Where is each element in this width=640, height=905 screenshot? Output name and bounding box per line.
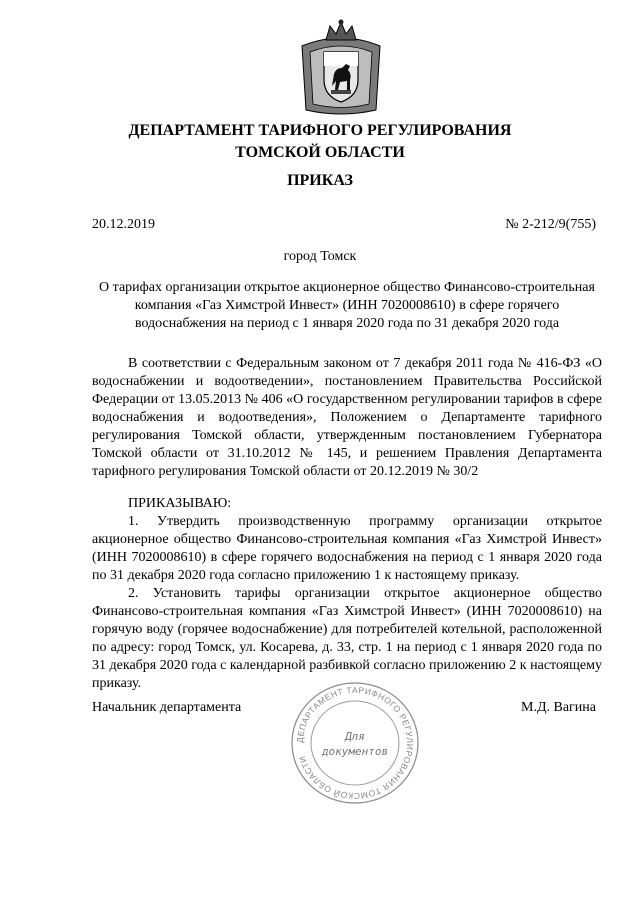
document-subject: О тарифах организации открытое акционерное общество Финансово-строительная компания «Газ Химстрой Инвест» (ИНН 7020008610) в сфере горячего водоснабжения на период с 1 января 2020 года по 31 декабря 2020 года	[99, 280, 595, 331]
org-line-2: ТОМСКОЙ ОБЛАСТИ	[235, 144, 405, 161]
svg-text:Для: Для	[345, 730, 365, 743]
order-word: ПРИКАЗЫВАЮ:	[128, 496, 232, 511]
signatory-title: Начальник департамента	[92, 700, 242, 715]
document-date: 20.12.2019	[92, 217, 155, 232]
svg-text:документов: документов	[321, 745, 389, 758]
svg-text:ДЕПАРТАМЕНТ ТАРИФНОГО РЕГУЛИРО: ДЕПАРТАМЕНТ ТАРИФНОГО РЕГУЛИРОВАНИЯ ТОМСКОЙ ОБЛАСТИ	[294, 684, 416, 802]
seal-stamp-icon	[285, 678, 425, 808]
order-item-1: 1. Утвердить производственную программу организации открытое акционерное общество Финансово-строительная компания «Газ Химстрой Инвест» (ИНН 7020008610) в сфере горячего водоснабжения на период с 1 января 2020 года по 31 декабря 2020 года согласно приложению 1 к настоящему приказу.	[92, 514, 602, 583]
signatory-name: М.Д. Вагина	[521, 700, 596, 715]
city: город Томск	[283, 249, 357, 264]
organization-name	[0, 120, 640, 164]
document-body	[92, 355, 602, 693]
official-seal	[285, 678, 425, 808]
tomsk-oblast-coat-of-arms-icon	[296, 18, 386, 118]
order-item-2: 2. Установить тарифы организации открытое акционерное общество Финансово-строительная компания «Газ Химстрой Инвест» (ИНН 7020008610) на горячую воду (горячее водоснабжение) для потребителей котельной, расположенной по адресу: город Томск, ул. Косарева, д. 33, стр. 1 на период с 1 января 2020 года по 31 декабря 2020 года с календарной разбивкой согласно приложению 2 к настоящему приказу.	[92, 586, 602, 691]
preamble-paragraph: В соответствии с Федеральным законом от 7 декабря 2011 года № 416-ФЗ «О водоснабжении и водоотведении», постановлением Правительства Российской Федерации от 13.05.2013 № 406 «О государственном регулировании тарифов в сфере водоснабжения и водоотведения», Положением о Департаменте тарифного регулирования Томской области, утвержденным постановлением Губернатора Томской области от 31.10.2012 № 145, и решением Правления Департамента тарифного регулирования Томской области от 20.12.2019 № 30/2	[92, 356, 602, 479]
document-type: ПРИКАЗ	[287, 172, 353, 189]
document-number: № 2-212/9(755)	[505, 217, 596, 232]
org-line-1: ДЕПАРТАМЕНТ ТАРИФНОГО РЕГУЛИРОВАНИЯ	[128, 122, 512, 139]
coat-of-arms-emblem	[296, 18, 386, 118]
